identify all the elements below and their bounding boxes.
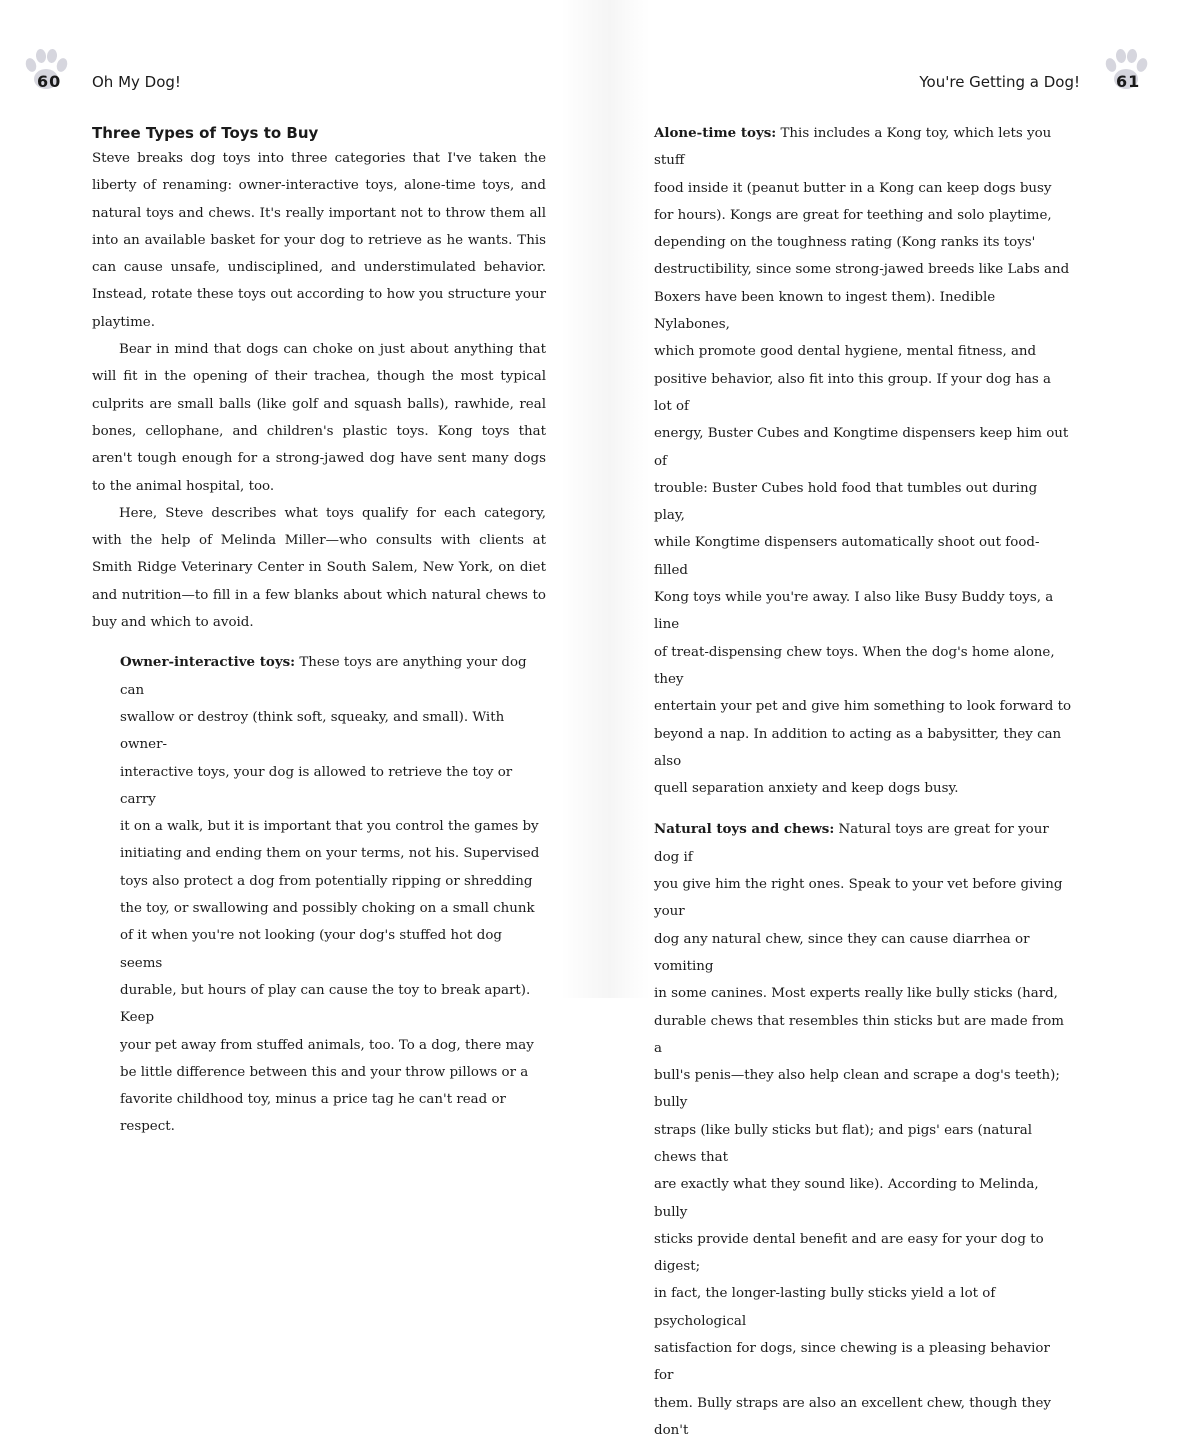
owner-interactive-line-3: interactive toys, your dog is allowed to retrieve the toy or carry bbox=[120, 764, 513, 807]
owner-interactive-line-12: favorite childhood toy, minus a price tag he can't read or respect. bbox=[120, 1092, 506, 1135]
alone-time-line-12: Kong toys while you're away. I also like Busy Buddy toys, a line bbox=[654, 590, 1054, 633]
owner-interactive-line-9: durable, but hours of play can cause the toy to break apart). Keep bbox=[120, 982, 531, 1026]
alone-time-line-9: energy, Buster Cubes and Kongtime dispensers keep him out of bbox=[654, 426, 1069, 469]
section-title: Three Types of Toys to Buy bbox=[92, 124, 319, 142]
alone-time-line-13: of treat-dispensing chew toys. When the dog's home alone, they bbox=[654, 644, 1055, 687]
natural-line-12: them. Bully straps are also an excellent chew, though they don't bbox=[654, 1395, 1051, 1438]
paragraph-2: Bear in mind that dogs can choke on just about anything that will fit in the opening of their trachea, though the most typical culprits are small balls (like golf and squash balls), rawhide, real bones, cellophane, and children's plastic toys. Kong toys that aren't tough enough for a strong-jawed dog have sent many dogs to the animal hospital, too. bbox=[92, 342, 546, 494]
paragraph-3: Here, Steve describes what toys qualify for each category, with the help of Melinda Miller—who consults with clients at Smith Ridge Veterinary Center in South Salem, New York, on diet and nutrition—to fill in a few blanks about which natural chews to buy and which to avoid. bbox=[92, 505, 546, 631]
alone-time-line-15: beyond a nap. In addition to acting as a babysitter, they can also bbox=[654, 726, 1062, 769]
left-page-body bbox=[92, 120, 546, 1141]
page-number-left: 60 bbox=[37, 72, 62, 91]
alone-time-line-16: quell separation anxiety and keep dogs busy. bbox=[654, 781, 959, 797]
alone-time-line-5: destructibility, since some strong-jawed breeds like Labs and bbox=[654, 262, 1070, 278]
alone-time-line-11: while Kongtime dispensers automatically shoot out food-filled bbox=[654, 535, 1040, 578]
alone-time-line-4: depending on the toughness rating (Kong ranks its toys' bbox=[654, 235, 1036, 251]
natural-line-2: you give him the right ones. Speak to your vet before giving your bbox=[654, 877, 1063, 920]
natural-line-8: are exactly what they sound like). According to Melinda, bully bbox=[654, 1177, 1039, 1220]
natural-line-11: satisfaction for dogs, since chewing is a pleasing behavior for bbox=[654, 1341, 1050, 1384]
owner-interactive-line-8: of it when you're not looking (your dog's stuffed hot dog seems bbox=[120, 928, 502, 971]
page-number-right: 61 bbox=[1116, 72, 1141, 91]
natural-line-1: Natural toys are great for your dog if bbox=[654, 822, 1049, 865]
running-head-left: Oh My Dog! bbox=[92, 73, 181, 91]
alone-time-line-3: for hours). Kongs are great for teething and solo playtime, bbox=[654, 207, 1052, 223]
owner-interactive-text bbox=[120, 649, 540, 1140]
owner-interactive-line-10: your pet away from stuffed animals, too. To a dog, there may bbox=[120, 1037, 534, 1053]
natural-line-7: straps (like bully sticks but flat); and pigs' ears (natural chews that bbox=[654, 1122, 1033, 1165]
owner-interactive-line-6: toys also protect a dog from potentially ripping or shredding bbox=[120, 873, 533, 889]
owner-interactive-term: Owner-interactive toys: bbox=[120, 654, 296, 671]
owner-interactive-line-1: These toys are anything your dog can bbox=[120, 655, 527, 698]
owner-interactive-line-2: swallow or destroy (think soft, squeaky, and small). With owner- bbox=[120, 709, 505, 753]
owner-interactive-line-4: it on a walk, but it is important that you control the games by bbox=[120, 819, 539, 835]
alone-time-line-8: positive behavior, also fit into this group. If your dog has a lot of bbox=[654, 371, 1052, 414]
book-gutter bbox=[560, 0, 650, 998]
running-head-right: You're Getting a Dog! bbox=[919, 73, 1080, 91]
natural-line-6: bull's penis—they also help clean and scrape a dog's teeth); bully bbox=[654, 1068, 1060, 1111]
natural-text bbox=[654, 816, 1072, 1444]
alone-time-line-6: Boxers have been known to ingest them). Inedible Nylabones, bbox=[654, 289, 996, 333]
alone-time-term: Alone-time toys: bbox=[654, 125, 777, 141]
alone-time-line-1: This includes a Kong toy, which lets you stuff bbox=[654, 126, 1052, 169]
owner-interactive-block bbox=[120, 649, 540, 1140]
natural-line-5: durable chews that resembles thin sticks but are made from a bbox=[654, 1013, 1065, 1056]
right-page-body bbox=[654, 120, 1072, 1444]
natural-line-3: dog any natural chew, since they can cause diarrhea or vomiting bbox=[654, 931, 1030, 974]
owner-interactive-line-11: be little difference between this and your throw pillows or a bbox=[120, 1064, 529, 1080]
alone-time-line-2: food inside it (peanut butter in a Kong can keep dogs busy bbox=[654, 180, 1052, 196]
natural-line-9: sticks provide dental benefit and are easy for your dog to digest; bbox=[654, 1231, 1044, 1275]
alone-time-line-14: entertain your pet and give him something to look forward to bbox=[654, 699, 1072, 715]
natural-line-4: in some canines. Most experts really like bully sticks (hard, bbox=[654, 986, 1058, 1002]
alone-time-line-10: trouble: Buster Cubes hold food that tumbles out during play, bbox=[654, 480, 1038, 524]
owner-interactive-line-5: initiating and ending them on your terms, not his. Supervised bbox=[120, 846, 540, 862]
natural-line-10: in fact, the longer-lasting bully sticks yield a lot of psychological bbox=[654, 1286, 996, 1329]
paragraph-1: Steve breaks dog toys into three categories that I've taken the liberty of renaming: owner-interactive toys, alone-time toys, and natural toys and chews. It's really important not to throw them all into an available basket for your dog to retrieve as he wants. This can cause unsafe, undisciplined, and understimulated behavior. Instead, rotate these toys out according to how you structure your playtime. bbox=[92, 151, 546, 330]
alone-time-line-7: which promote good dental hygiene, mental fitness, and bbox=[654, 344, 1037, 360]
alone-time-text bbox=[654, 120, 1072, 802]
owner-interactive-line-7: the toy, or swallowing and possibly choking on a small chunk bbox=[120, 901, 535, 917]
natural-term: Natural toys and chews: bbox=[654, 821, 835, 838]
